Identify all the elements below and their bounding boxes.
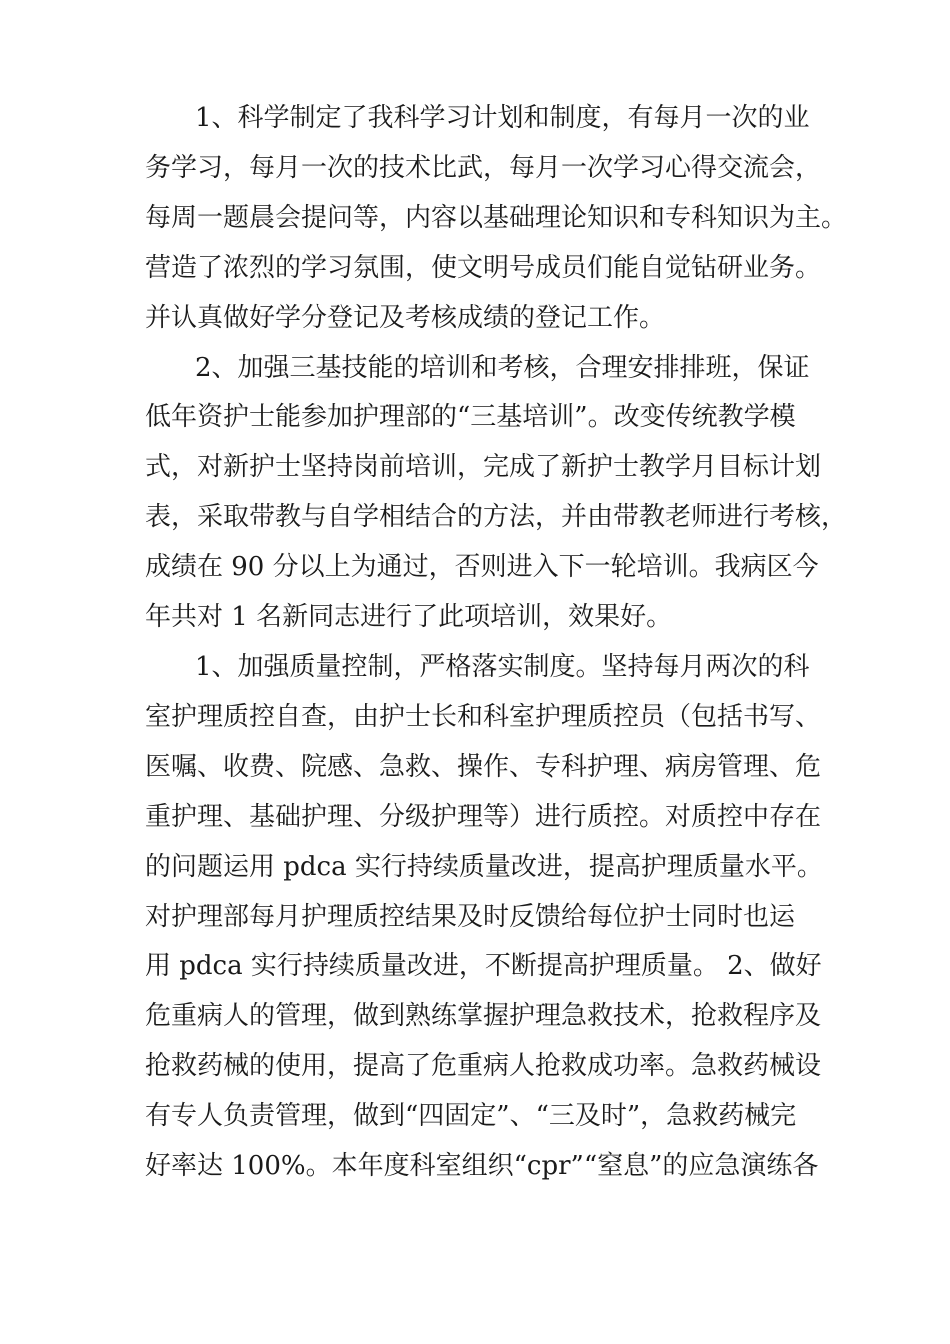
text-line: 并认真做好学分登记及考核成绩的登记工作。 <box>145 303 666 333</box>
text-line: 室护理质控自查，由护士长和科室护理质控员（包括书写、 <box>145 702 822 732</box>
text-line: 成绩在 90 分以上为通过，否则进入下一轮培训。我病区今 <box>145 552 819 582</box>
text-line: 有专人负责管理，做到“四固定”、“三及时”，急救药械完 <box>145 1101 797 1131</box>
text-line: 抢救药械的使用，提高了危重病人抢救成功率。急救药械设 <box>145 1051 822 1081</box>
text-line: 危重病人的管理，做到熟练掌握护理急救技术，抢救程序及 <box>145 1001 822 1031</box>
text-line: 的问题运用 pdca 实行持续质量改进，提高护理质量水平。 <box>145 852 823 882</box>
text-line: 年共对 1 名新同志进行了此项培训，效果好。 <box>145 602 673 632</box>
text-line: 低年资护士能参加护理部的“三基培训”。改变传统教学模 <box>145 402 796 432</box>
text-line: 表，采取带教与自学相结合的方法，并由带教老师进行考核， <box>145 502 848 532</box>
text-line: 用 pdca 实行持续质量改进，不断提高护理质量。 2、做好 <box>145 951 822 981</box>
text-line: 好率达 100%。本年度科室组织“cpr”“窒息”的应急演练各 <box>145 1151 819 1181</box>
text-line: 式，对新护士坚持岗前培训，完成了新护士教学月目标计划 <box>145 452 822 482</box>
text-line: 务学习，每月一次的技术比武，每月一次学习心得交流会， <box>145 153 822 183</box>
text-line: 每周一题晨会提问等，内容以基础理论知识和专科知识为主。 <box>145 203 848 233</box>
text-line: 医嘱、收费、院感、急救、操作、专科护理、病房管理、危 <box>145 752 822 782</box>
text-line: 对护理部每月护理质控结果及时反馈给每位护士同时也运 <box>145 902 796 932</box>
text-line: 1、加强质量控制，严格落实制度。坚持每月两次的科 <box>195 652 810 682</box>
text-line: 营造了浓烈的学习氛围，使文明号成员们能自觉钻研业务。 <box>145 253 822 283</box>
text-line: 2、加强三基技能的培训和考核，合理安排排班，保证 <box>195 353 810 383</box>
text-line: 1、科学制定了我科学习计划和制度，有每月一次的业 <box>195 103 810 133</box>
text-line: 重护理、基础护理、分级护理等）进行质控。对质控中存在 <box>145 802 822 832</box>
